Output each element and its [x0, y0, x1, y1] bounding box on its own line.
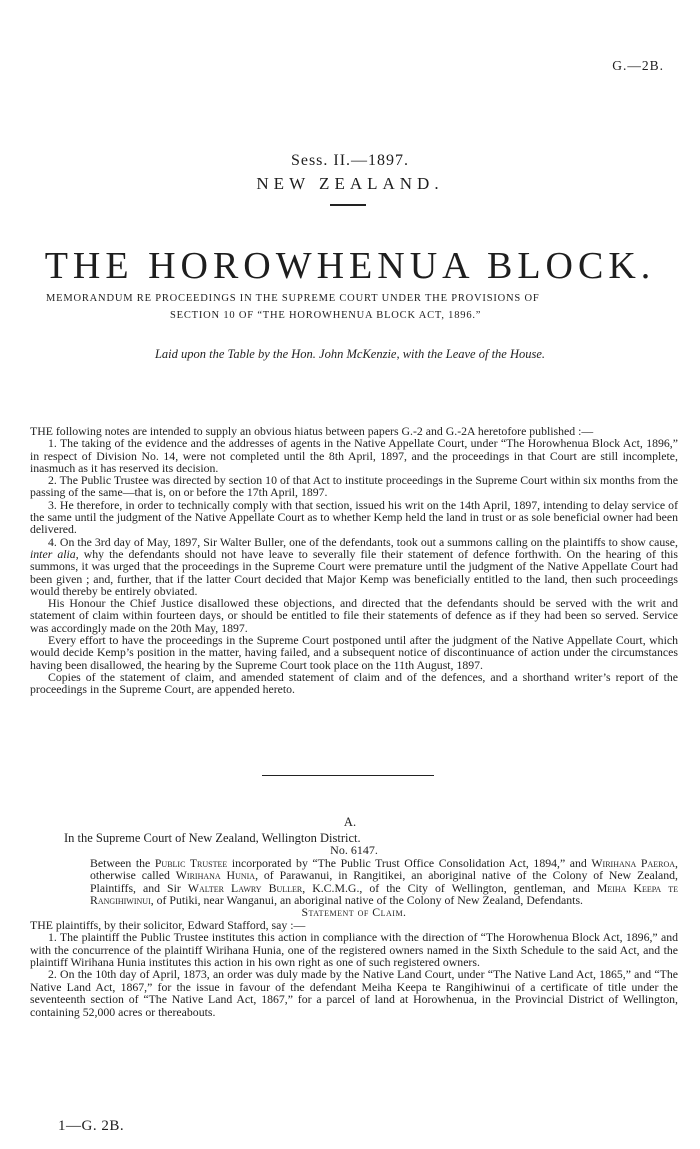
case-number: No. 6147. — [330, 843, 378, 858]
party-wirihana-paeroa: Wirihana Paeroa — [591, 855, 676, 870]
memorandum-body — [30, 425, 678, 696]
session-heading: Sess. II.—1897. — [290, 152, 410, 169]
page-title: THE HOROWHENUA BLOCK. — [44, 245, 656, 287]
section-divider — [262, 775, 434, 776]
paragraph-2: 2. The Public Trustee was directed by section 10 of that Act to institute proceedings in the Supreme Court within six months from the passing of the same—that is, on or before the 17th April, 1897. — [30, 473, 678, 500]
parties-text-5: , K.C.M.G., of the City of Wellington, gentleman, and — [302, 880, 597, 895]
party-walter-buller: Walter Lawry Buller — [187, 880, 303, 895]
paragraph-6: Every effort to have the proceedings in the Supreme Court postponed until after the judgment of the Native Appellate Court, which would decide Kemp’s position in the matter, having failed, and a subsequent notice of discontinuance of action under the circumstances having been disallowed, the hearing by the Supreme Court took place on the 11th August, 1897. — [30, 633, 678, 672]
subtitle-line-2: SECTION 10 OF “THE HOROWHENUA BLOCK ACT, 1896.” — [170, 310, 482, 321]
subtitle-line-1: MEMORANDUM RE PROCEEDINGS IN THE SUPREME COURT UNDER THE PROVISIONS OF — [46, 293, 540, 304]
paragraph-3: 3. He therefore, in order to technically comply with that section, issued his writ on the 14th April, 1897, intending to delay service of the same until the judgment of the Native Appellate Court as to whether Kemp held the land in trust or as sole beneficial owner had been delivered. — [30, 497, 678, 537]
party-wirihana-hunia: Wirihana Hunia — [175, 868, 256, 883]
subtitle — [46, 290, 666, 324]
claim-paragraph-1: 1. The plaintiff the Public Trustee institutes this action in compliance with the direction of “The Horowhenua Block Act, 1896,” and with the concurrence of the plaintiff Wirihana Hunia, one of the registered owners named in the Sixth Schedule to the said Act, and the plaintiff Wirihana Hunia institutes this action in his own right as one of such registered owners. — [30, 930, 678, 970]
paragraph-4-part-b: , why the defendants should not have leave to severally file their statement of defence forthwith. On the hearing of this summons, it was urged that the proceedings in the Supreme Court were premature until the judgment of the Native Appellate Court had been given ; and, further, that if the latter Court decided that Major Kemp was beneficially entitled to the land, then such proceedings would thereby be entirely obviated. — [30, 546, 678, 598]
country-heading: NEW ZEALAND. — [256, 174, 444, 193]
appendix-label: A. — [343, 815, 357, 829]
intro-paragraph: THE following notes are intended to supply an obvious hiatus between papers G.-2 and G.-2A heretofore published :— — [30, 424, 594, 438]
parties-text-2: incorporated by “The Public Trust Office Consolidation Act, 1894,” and — [227, 855, 592, 870]
page-signature: 1—G. 2B. — [58, 1118, 125, 1134]
parties-text-1: Between the — [90, 855, 155, 870]
party-meiha-keepa: Meiha Keepa te Rangihiwinui — [90, 880, 678, 908]
paragraph-4 — [30, 536, 678, 597]
statement-heading: Statement of Claim. — [301, 905, 407, 920]
paragraph-7: Copies of the statement of claim, and amended statement of claim and of the defences, and a shorthand writer’s report of the proceedings in the Supreme Court, are appended hereto. — [30, 669, 678, 697]
latin-phrase: inter alia — [30, 546, 76, 561]
paragraph-1: 1. The taking of the evidence and the addresses of agents in the Native Appellate Court, under “The Horowhenua Block Act, 1896,” in respect of Division No. 14, were not completed until the 8th April, 1897, and the proceedings in that Court are still incomplete, inasmuch as it has reserved its decision. — [30, 436, 678, 475]
paragraph-5: His Honour the Chief Justice disallowed these objections, and directed that the defendants should be served with the writ and statement of claim within fourteen days, or should be entitled to file their statements of defence as if they had been so served. Service was accordingly made on the 20th May, 1897. — [30, 596, 678, 635]
parties-text-3: , otherwise called — [90, 855, 678, 883]
claim-paragraph-2: 2. On the 10th day of April, 1873, an order was duly made by the Native Land Court, under “The Native Land Act, 1865,” and “The Native Land Act, 1867,” for the issue in favour of the defendant Meiha Keepa te Rangihiwinui of a certificate of title under the seventeenth section of “The Native Land Act, 1867,” for a parcel of land at Horowhenua, in the Provincial District of Wellington, containing 52,000 acres or thereabouts. — [30, 967, 678, 1019]
parties-text-4: , of Parawanui, in Rangitikei, an aboriginal native of the Colony of New Zealand, Plaintiffs, and Sir — [90, 868, 678, 895]
parties-text-6: , of Putiki, near Wanganui, an aboriginal native of the Colony of New Zealand, Defendants. — [150, 893, 583, 908]
parties-clause — [30, 857, 678, 907]
court-heading: In the Supreme Court of New Zealand, Wellington District. — [64, 831, 361, 845]
paper-reference: G.—2B. — [612, 58, 664, 73]
party-public-trustee: Public Trustee — [154, 855, 228, 870]
claim-intro: THE plaintiffs, by their solicitor, Edward Stafford, say :— — [30, 917, 306, 932]
statement-of-claim — [30, 832, 678, 1018]
laid-upon-table-note: Laid upon the Table by the Hon. John McKenzie, with the Leave of the House. — [154, 347, 546, 361]
heading-divider — [330, 204, 366, 206]
paragraph-4-part-a: 4. On the 3rd day of May, 1897, Sir Walter Buller, one of the defendants, took out a summons calling on the plaintiffs to show cause, — [48, 534, 678, 549]
